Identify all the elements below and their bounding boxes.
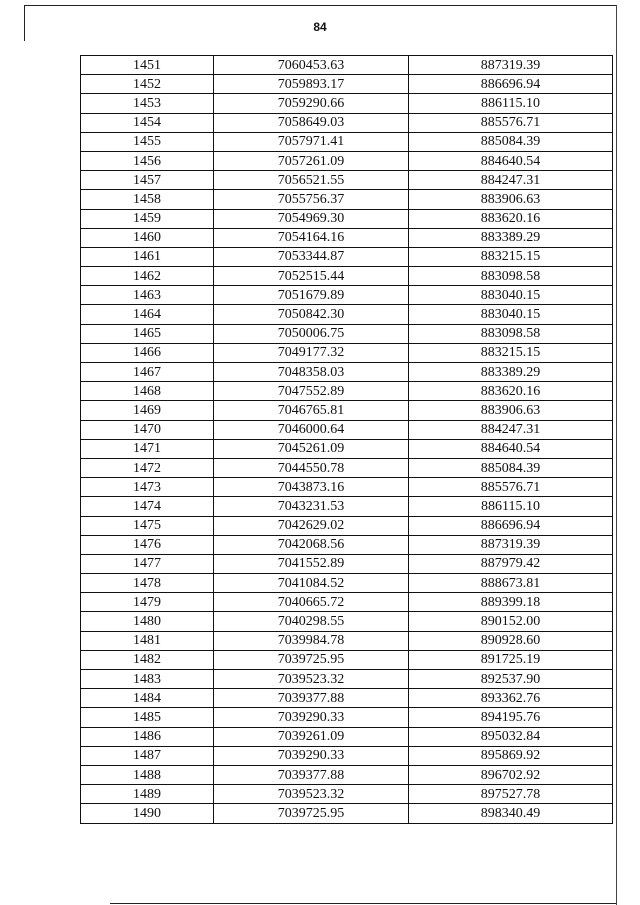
table-row bbox=[81, 650, 613, 669]
x-coordinate-cell: 7039377.88 bbox=[214, 765, 409, 784]
point-number-cell: 1462 bbox=[81, 267, 214, 286]
table-row bbox=[81, 113, 613, 132]
y-coordinate-cell: 898340.49 bbox=[409, 804, 613, 823]
x-coordinate-cell: 7058649.03 bbox=[214, 113, 409, 132]
point-number-cell: 1459 bbox=[81, 209, 214, 228]
coordinates-table bbox=[80, 55, 613, 824]
x-coordinate-cell: 7039261.09 bbox=[214, 727, 409, 746]
table-row bbox=[81, 439, 613, 458]
y-coordinate-cell: 884640.54 bbox=[409, 151, 613, 170]
point-number-cell: 1455 bbox=[81, 132, 214, 151]
y-coordinate-cell: 885084.39 bbox=[409, 132, 613, 151]
table-row bbox=[81, 554, 613, 573]
x-coordinate-cell: 7045261.09 bbox=[214, 439, 409, 458]
x-coordinate-cell: 7039725.95 bbox=[214, 650, 409, 669]
point-number-cell: 1453 bbox=[81, 94, 214, 113]
point-number-cell: 1473 bbox=[81, 478, 214, 497]
point-number-cell: 1482 bbox=[81, 650, 214, 669]
table-row bbox=[81, 363, 613, 382]
x-coordinate-cell: 7039290.33 bbox=[214, 746, 409, 765]
point-number-cell: 1480 bbox=[81, 612, 214, 631]
y-coordinate-cell: 897527.78 bbox=[409, 785, 613, 804]
table-row bbox=[81, 593, 613, 612]
table-row bbox=[81, 631, 613, 650]
point-number-cell: 1472 bbox=[81, 458, 214, 477]
table-row bbox=[81, 689, 613, 708]
y-coordinate-cell: 885576.71 bbox=[409, 113, 613, 132]
point-number-cell: 1460 bbox=[81, 228, 214, 247]
y-coordinate-cell: 895869.92 bbox=[409, 746, 613, 765]
point-number-cell: 1474 bbox=[81, 497, 214, 516]
y-coordinate-cell: 887979.42 bbox=[409, 554, 613, 573]
point-number-cell: 1483 bbox=[81, 670, 214, 689]
table-row bbox=[81, 75, 613, 94]
y-coordinate-cell: 887319.39 bbox=[409, 535, 613, 554]
x-coordinate-cell: 7043873.16 bbox=[214, 478, 409, 497]
x-coordinate-cell: 7039290.33 bbox=[214, 708, 409, 727]
x-coordinate-cell: 7041552.89 bbox=[214, 554, 409, 573]
table-row bbox=[81, 458, 613, 477]
table-row bbox=[81, 401, 613, 420]
y-coordinate-cell: 883098.58 bbox=[409, 267, 613, 286]
y-coordinate-cell: 883215.15 bbox=[409, 247, 613, 266]
point-number-cell: 1475 bbox=[81, 516, 214, 535]
y-coordinate-cell: 894195.76 bbox=[409, 708, 613, 727]
y-coordinate-cell: 888673.81 bbox=[409, 574, 613, 593]
x-coordinate-cell: 7040298.55 bbox=[214, 612, 409, 631]
page-border-bottom bbox=[110, 903, 616, 904]
x-coordinate-cell: 7046765.81 bbox=[214, 401, 409, 420]
table-row bbox=[81, 420, 613, 439]
y-coordinate-cell: 892537.90 bbox=[409, 670, 613, 689]
x-coordinate-cell: 7043231.53 bbox=[214, 497, 409, 516]
point-number-cell: 1458 bbox=[81, 190, 214, 209]
y-coordinate-cell: 893362.76 bbox=[409, 689, 613, 708]
y-coordinate-cell: 883098.58 bbox=[409, 324, 613, 343]
point-number-cell: 1465 bbox=[81, 324, 214, 343]
x-coordinate-cell: 7039984.78 bbox=[214, 631, 409, 650]
x-coordinate-cell: 7040665.72 bbox=[214, 593, 409, 612]
point-number-cell: 1456 bbox=[81, 151, 214, 170]
x-coordinate-cell: 7049177.32 bbox=[214, 343, 409, 362]
point-number-cell: 1470 bbox=[81, 420, 214, 439]
point-number-cell: 1484 bbox=[81, 689, 214, 708]
table-row bbox=[81, 746, 613, 765]
y-coordinate-cell: 887319.39 bbox=[409, 56, 613, 75]
point-number-cell: 1468 bbox=[81, 382, 214, 401]
x-coordinate-cell: 7059893.17 bbox=[214, 75, 409, 94]
x-coordinate-cell: 7039523.32 bbox=[214, 785, 409, 804]
table-row bbox=[81, 535, 613, 554]
table-row bbox=[81, 228, 613, 247]
point-number-cell: 1451 bbox=[81, 56, 214, 75]
x-coordinate-cell: 7051679.89 bbox=[214, 286, 409, 305]
point-number-cell: 1452 bbox=[81, 75, 214, 94]
y-coordinate-cell: 889399.18 bbox=[409, 593, 613, 612]
table-row bbox=[81, 94, 613, 113]
point-number-cell: 1488 bbox=[81, 765, 214, 784]
table-row bbox=[81, 305, 613, 324]
table-row bbox=[81, 132, 613, 151]
y-coordinate-cell: 896702.92 bbox=[409, 765, 613, 784]
x-coordinate-cell: 7039377.88 bbox=[214, 689, 409, 708]
point-number-cell: 1463 bbox=[81, 286, 214, 305]
point-number-cell: 1466 bbox=[81, 343, 214, 362]
x-coordinate-cell: 7057261.09 bbox=[214, 151, 409, 170]
point-number-cell: 1489 bbox=[81, 785, 214, 804]
y-coordinate-cell: 883040.15 bbox=[409, 286, 613, 305]
x-coordinate-cell: 7050006.75 bbox=[214, 324, 409, 343]
point-number-cell: 1479 bbox=[81, 593, 214, 612]
point-number-cell: 1481 bbox=[81, 631, 214, 650]
point-number-cell: 1487 bbox=[81, 746, 214, 765]
table-row bbox=[81, 804, 613, 823]
y-coordinate-cell: 883040.15 bbox=[409, 305, 613, 324]
table-row bbox=[81, 171, 613, 190]
table-row bbox=[81, 267, 613, 286]
y-coordinate-cell: 895032.84 bbox=[409, 727, 613, 746]
table-row bbox=[81, 516, 613, 535]
x-coordinate-cell: 7047552.89 bbox=[214, 382, 409, 401]
point-number-cell: 1478 bbox=[81, 574, 214, 593]
x-coordinate-cell: 7053344.87 bbox=[214, 247, 409, 266]
point-number-cell: 1467 bbox=[81, 363, 214, 382]
x-coordinate-cell: 7044550.78 bbox=[214, 458, 409, 477]
x-coordinate-cell: 7055756.37 bbox=[214, 190, 409, 209]
coordinates-table-body bbox=[81, 56, 613, 824]
x-coordinate-cell: 7050842.30 bbox=[214, 305, 409, 324]
x-coordinate-cell: 7046000.64 bbox=[214, 420, 409, 439]
table-row bbox=[81, 209, 613, 228]
y-coordinate-cell: 884247.31 bbox=[409, 420, 613, 439]
table-row bbox=[81, 247, 613, 266]
table-row bbox=[81, 497, 613, 516]
point-number-cell: 1469 bbox=[81, 401, 214, 420]
y-coordinate-cell: 890152.00 bbox=[409, 612, 613, 631]
x-coordinate-cell: 7042068.56 bbox=[214, 535, 409, 554]
x-coordinate-cell: 7039725.95 bbox=[214, 804, 409, 823]
table-row bbox=[81, 785, 613, 804]
x-coordinate-cell: 7054969.30 bbox=[214, 209, 409, 228]
table-row bbox=[81, 574, 613, 593]
point-number-cell: 1490 bbox=[81, 804, 214, 823]
point-number-cell: 1485 bbox=[81, 708, 214, 727]
table-row bbox=[81, 670, 613, 689]
y-coordinate-cell: 884247.31 bbox=[409, 171, 613, 190]
point-number-cell: 1486 bbox=[81, 727, 214, 746]
table-row bbox=[81, 190, 613, 209]
y-coordinate-cell: 891725.19 bbox=[409, 650, 613, 669]
x-coordinate-cell: 7048358.03 bbox=[214, 363, 409, 382]
table-row bbox=[81, 478, 613, 497]
x-coordinate-cell: 7057971.41 bbox=[214, 132, 409, 151]
x-coordinate-cell: 7042629.02 bbox=[214, 516, 409, 535]
point-number-cell: 1454 bbox=[81, 113, 214, 132]
table-row bbox=[81, 382, 613, 401]
table-row bbox=[81, 343, 613, 362]
page-number: 84 bbox=[313, 20, 327, 34]
x-coordinate-cell: 7052515.44 bbox=[214, 267, 409, 286]
table-row bbox=[81, 727, 613, 746]
y-coordinate-cell: 886696.94 bbox=[409, 516, 613, 535]
point-number-cell: 1461 bbox=[81, 247, 214, 266]
point-number-cell: 1471 bbox=[81, 439, 214, 458]
x-coordinate-cell: 7054164.16 bbox=[214, 228, 409, 247]
point-number-cell: 1477 bbox=[81, 554, 214, 573]
point-number-cell: 1457 bbox=[81, 171, 214, 190]
y-coordinate-cell: 886115.10 bbox=[409, 94, 613, 113]
x-coordinate-cell: 7060453.63 bbox=[214, 56, 409, 75]
table-row bbox=[81, 151, 613, 170]
page-border-top bbox=[24, 5, 616, 6]
point-number-cell: 1464 bbox=[81, 305, 214, 324]
point-number-cell: 1476 bbox=[81, 535, 214, 554]
x-coordinate-cell: 7039523.32 bbox=[214, 670, 409, 689]
x-coordinate-cell: 7056521.55 bbox=[214, 171, 409, 190]
y-coordinate-cell: 883389.29 bbox=[409, 363, 613, 382]
y-coordinate-cell: 885576.71 bbox=[409, 478, 613, 497]
table-row bbox=[81, 56, 613, 75]
y-coordinate-cell: 890928.60 bbox=[409, 631, 613, 650]
page-border-right bbox=[616, 5, 617, 905]
y-coordinate-cell: 885084.39 bbox=[409, 458, 613, 477]
y-coordinate-cell: 886115.10 bbox=[409, 497, 613, 516]
table-row bbox=[81, 286, 613, 305]
table-row bbox=[81, 324, 613, 343]
table-row bbox=[81, 708, 613, 727]
y-coordinate-cell: 883389.29 bbox=[409, 228, 613, 247]
y-coordinate-cell: 883906.63 bbox=[409, 401, 613, 420]
y-coordinate-cell: 883620.16 bbox=[409, 382, 613, 401]
x-coordinate-cell: 7041084.52 bbox=[214, 574, 409, 593]
y-coordinate-cell: 884640.54 bbox=[409, 439, 613, 458]
y-coordinate-cell: 886696.94 bbox=[409, 75, 613, 94]
table-row bbox=[81, 765, 613, 784]
x-coordinate-cell: 7059290.66 bbox=[214, 94, 409, 113]
table-row bbox=[81, 612, 613, 631]
y-coordinate-cell: 883906.63 bbox=[409, 190, 613, 209]
y-coordinate-cell: 883215.15 bbox=[409, 343, 613, 362]
y-coordinate-cell: 883620.16 bbox=[409, 209, 613, 228]
